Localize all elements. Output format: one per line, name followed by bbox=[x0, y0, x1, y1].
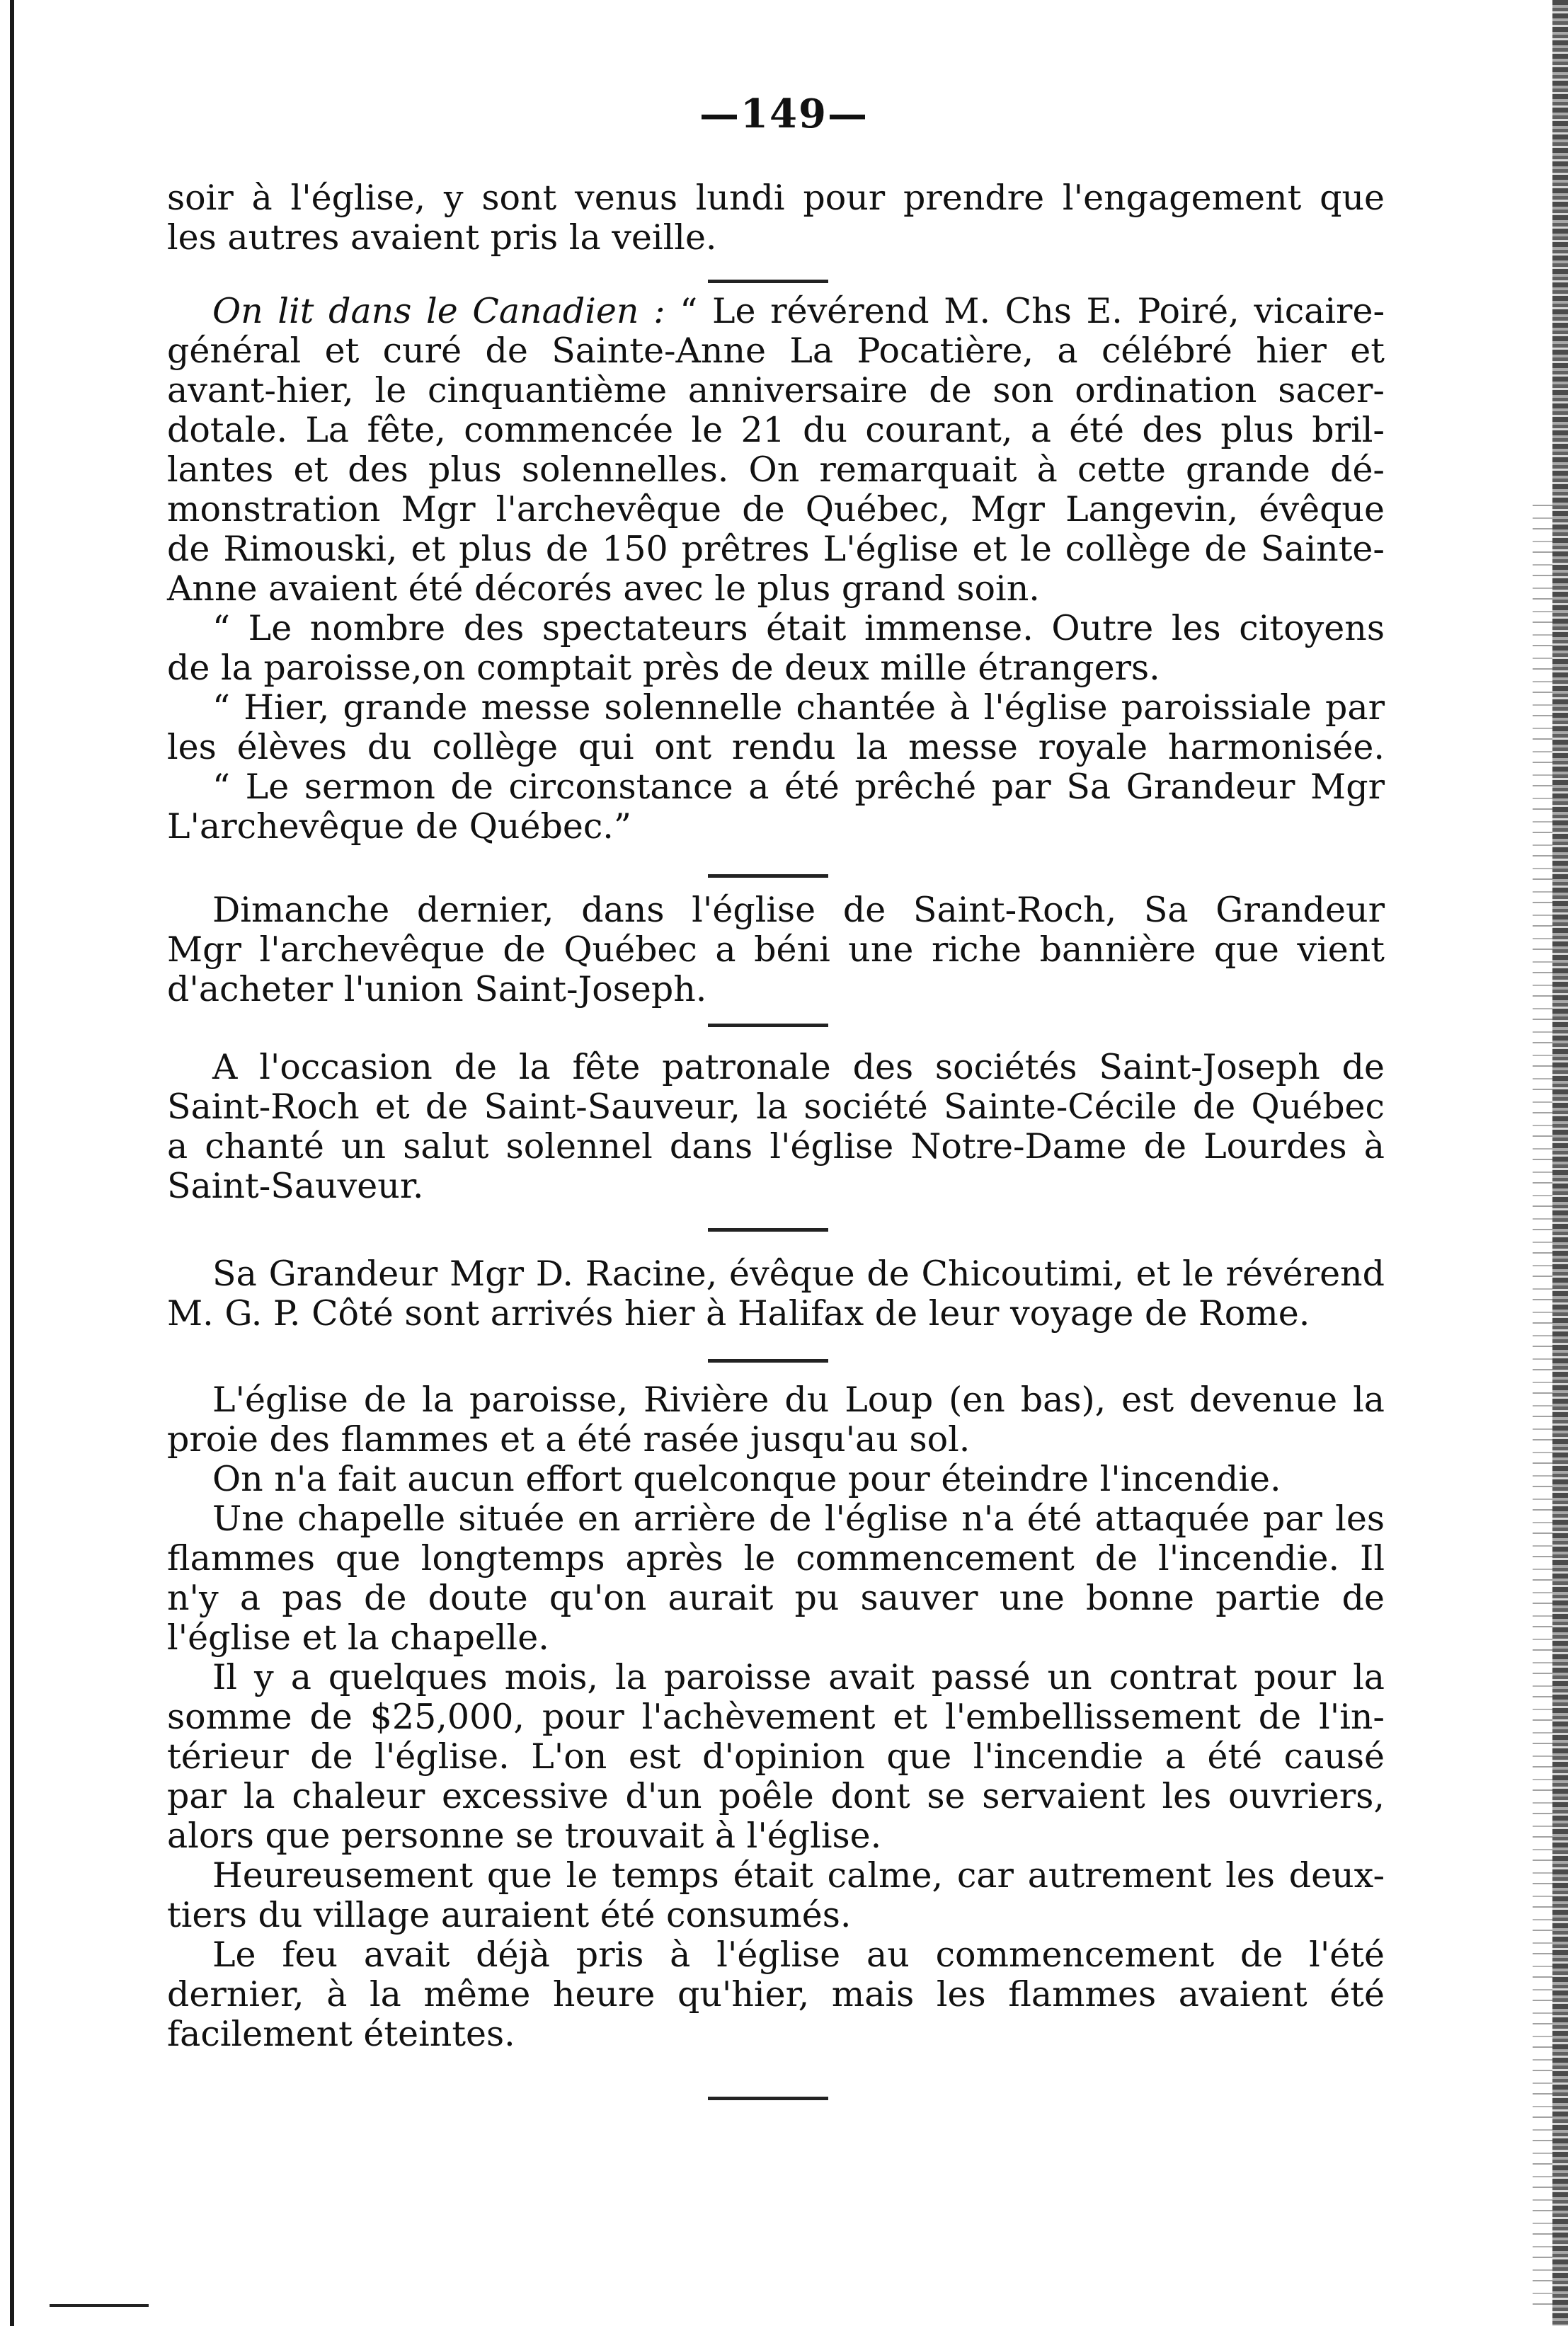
text-line: Anne avaient été décorés avec le plus grand soin. bbox=[167, 568, 1040, 609]
text-line: avant-hier, le cinquantième anniversaire de son ordination sacer- bbox=[167, 370, 1385, 411]
paragraph-opening bbox=[167, 178, 1385, 258]
text-line: par la chaleur excessive d'un poêle dont se servaient les ouvriers, bbox=[167, 1776, 1385, 1816]
scan-right-speckle bbox=[1533, 495, 1552, 2308]
text-line: de Rimouski, et plus de 150 prêtres L'église et le collège de Sainte- bbox=[167, 529, 1385, 569]
text-line: Dimanche dernier, dans l'église de Saint-Roch, Sa Grandeur bbox=[212, 890, 1385, 930]
paragraph-riviere-du-loup bbox=[167, 1380, 1385, 2054]
scan-right-edge bbox=[1552, 0, 1568, 2326]
text-line: les autres avaient pris la veille. bbox=[167, 217, 717, 258]
section-separator bbox=[708, 2097, 828, 2100]
text-line bbox=[167, 292, 1385, 331]
text-line: Sa Grandeur Mgr D. Racine, évêque de Chicoutimi, et le révérend bbox=[212, 1254, 1385, 1294]
text-line: n'y a pas de doute qu'on aurait pu sauver une bonne partie de bbox=[167, 1578, 1385, 1618]
section-separator bbox=[708, 1359, 828, 1363]
text-line: Le feu avait déjà pris à l'église au commencement de l'été bbox=[212, 1935, 1385, 1975]
text-line: de la paroisse,on comptait près de deux mille étrangers. bbox=[167, 648, 1160, 688]
text-line: Saint-Roch et de Saint-Sauveur, la société Sainte-Cécile de Québec bbox=[167, 1087, 1385, 1127]
text-line: “ Le sermon de circonstance a été prêché par Sa Grandeur Mgr bbox=[212, 767, 1385, 807]
text-line: Mgr l'archevêque de Québec a béni une riche bannière que vient bbox=[167, 929, 1385, 970]
section-separator bbox=[708, 280, 828, 283]
text-line: térieur de l'église. L'on est d'opinion que l'incendie a été causé bbox=[167, 1736, 1385, 1777]
text-line: l'église et la chapelle. bbox=[167, 1617, 549, 1658]
text-line: facilement éteintes. bbox=[167, 2014, 515, 2054]
paragraph-canadien bbox=[167, 292, 1385, 847]
text-line: lantes et des plus solennelles. On remarquait à cette grande dé- bbox=[167, 449, 1385, 490]
text-line: général et curé de Sainte-Anne La Pocatière, a célébré hier et bbox=[167, 331, 1385, 371]
text-line: proie des flammes et a été rasée jusqu'au sol. bbox=[167, 1419, 971, 1460]
paragraph-saint-roch bbox=[167, 890, 1385, 1009]
text-line: tiers du village auraient été consumés. bbox=[167, 1895, 852, 1935]
text-line: M. G. P. Côté sont arrivés hier à Halifax de leur voyage de Rome. bbox=[167, 1293, 1310, 1334]
text-line: On n'a fait aucun effort quelconque pour éteindre l'incendie. bbox=[212, 1459, 1281, 1499]
page-number: —149— bbox=[699, 91, 869, 137]
text-line: “ Le nombre des spectateurs était immense. Outre les citoyens bbox=[212, 608, 1385, 648]
text-line: L'église de la paroisse, Rivière du Loup (en bas), est devenue la bbox=[212, 1380, 1385, 1420]
paragraph-fete-patronale bbox=[167, 1048, 1385, 1206]
text-line: Une chapelle située en arrière de l'église n'a été attaquée par les bbox=[212, 1499, 1385, 1539]
text-line: “ Hier, grande messe solennelle chantée à l'église paroissiale par bbox=[212, 687, 1385, 728]
text-line: monstration Mgr l'archevêque de Québec, Mgr Langevin, évêque bbox=[167, 489, 1385, 529]
paragraph-racine bbox=[167, 1254, 1385, 1334]
text-line: L'archevêque de Québec.” bbox=[167, 806, 631, 847]
text-line: d'acheter l'union Saint-Joseph. bbox=[167, 969, 707, 1009]
scan-bottom-mark bbox=[50, 2304, 149, 2307]
text-line: A l'occasion de la fête patronale des sociétés Saint-Joseph de bbox=[212, 1047, 1385, 1087]
text-line: Il y a quelques mois, la paroisse avait passé un contrat pour la bbox=[212, 1657, 1385, 1697]
text-line: alors que personne se trouvait à l'église. bbox=[167, 1816, 882, 1856]
text-line: Heureusement que le temps était calme, car autrement les deux- bbox=[212, 1855, 1385, 1896]
text-fragment: “ Le révérend M. Chs E. Poiré, vicaire- bbox=[680, 291, 1385, 331]
text-line: flammes que longtemps après le commencement de l'incendie. Il bbox=[167, 1538, 1385, 1579]
scan-left-border bbox=[10, 0, 14, 2326]
section-separator bbox=[708, 1228, 828, 1232]
section-separator bbox=[708, 874, 828, 878]
text-line: Saint-Sauveur. bbox=[167, 1166, 424, 1206]
text-line: les élèves du collège qui ont rendu la messe royale harmonisée. bbox=[167, 727, 1385, 767]
text-line: dernier, à la même heure qu'hier, mais les flammes avaient été bbox=[167, 1974, 1385, 2015]
text-line: a chanté un salut solennel dans l'église Notre-Dame de Lourdes à bbox=[167, 1126, 1385, 1167]
text-line: soir à l'église, y sont venus lundi pour prendre l'engagement que bbox=[167, 178, 1385, 218]
text-line: dotale. La fête, commencée le 21 du courant, a été des plus bril- bbox=[167, 410, 1385, 450]
source-citation: On lit dans le Canadien : bbox=[212, 291, 665, 331]
text-line: somme de $25,000, pour l'achèvement et l'embellissement de l'in- bbox=[167, 1697, 1385, 1737]
section-separator bbox=[708, 1024, 828, 1027]
